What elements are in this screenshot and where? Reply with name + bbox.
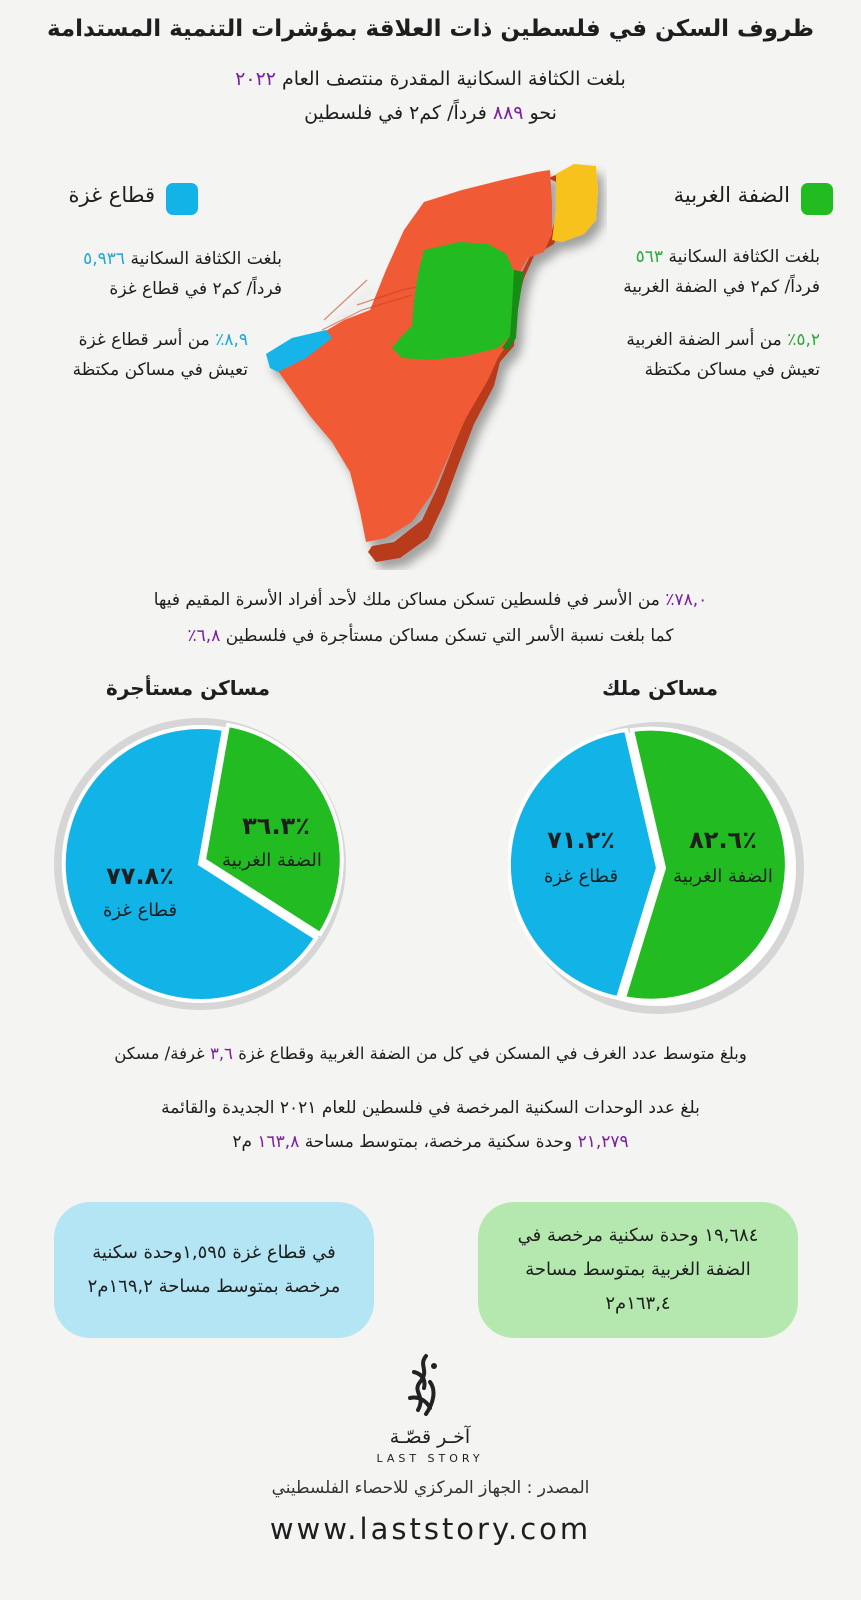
west-bank-crowded-text: من أسر الضفة الغربية — [626, 330, 782, 350]
west-bank-density-value: ٥٦٣ — [635, 247, 664, 267]
map-golan — [552, 164, 598, 242]
rooms-value: ٣,٦ — [209, 1044, 233, 1063]
ownership-value: ٧٨,٠٪ — [665, 590, 708, 610]
ownership-line-2 — [0, 626, 861, 646]
pie-rented-title: مساكن مستأجرة — [106, 676, 270, 700]
west-bank-density — [570, 242, 820, 302]
intro-year: ٢٠٢٢ — [235, 68, 276, 90]
gaza-crowded-line2: تعيش في مساكن مكتظة — [72, 360, 248, 380]
gaza-licensed-box — [54, 1202, 374, 1338]
west-bank-licensed-text: ١٩,٦٨٤ وحدة سكنية مرخصة في الضفة الغربية بمتوسط مساحة ١٦٣,٤م٢ — [517, 1225, 759, 1314]
intro-density-value: ٨٨٩ — [492, 102, 524, 124]
logo-latin: LAST STORY — [376, 1452, 484, 1465]
rooms-line — [0, 1044, 861, 1063]
pie-owned-chart — [508, 718, 808, 1018]
gaza-crowded-text: من أسر قطاع غزة — [78, 330, 210, 350]
ownership-line-1 — [0, 590, 861, 610]
west-bank-licensed-box — [478, 1202, 798, 1338]
pie-rented-chart — [52, 716, 348, 1012]
intro-line-2 — [0, 102, 861, 124]
pie-rented-label-gaza-value: ٧٧.٨٪ — [106, 862, 174, 890]
licensed-line-1: بلغ عدد الوحدات السكنية المرخصة في فلسطين للعام ٢٠٢١ الجديدة والقائمة — [161, 1098, 700, 1118]
west-bank-crowded — [570, 325, 820, 385]
gaza-legend-swatch — [166, 183, 198, 215]
pie-owned-label-west-bank-value: ٨٢.٦٪ — [689, 826, 757, 854]
website-link[interactable]: www.laststory.com — [269, 1512, 592, 1546]
pie-owned-label-west-bank: الضفة الغربية — [673, 866, 773, 887]
page-title: ظروف السكن في فلسطين ذات العلاقة بمؤشرات التنمية المستدامة — [46, 16, 815, 42]
gaza-density — [20, 244, 282, 304]
ownership-text: من الأسر في فلسطين تسكن مساكن ملك لأحد أفراد الأسرة المقيم فيها — [153, 590, 660, 610]
last-story-logo-mark — [396, 1352, 452, 1424]
pie-owned-label-gaza: قطاع غزة — [543, 866, 619, 887]
gaza-density-text: بلغت الكثافة السكانية — [130, 249, 282, 269]
pie-owned-title: مساكن ملك — [601, 676, 718, 700]
rooms-prefix: وبلغ متوسط عدد الغرف في المسكن في كل من الضفة الغربية وقطاع غزة — [238, 1044, 747, 1063]
intro-line2-prefix: نحو — [529, 102, 557, 124]
west-bank-density-text: بلغت الكثافة السكانية — [668, 247, 820, 267]
gaza-density-value: ٥,٩٣٦ — [83, 249, 126, 269]
gaza-licensed-text: في قطاع غزة ١,٥٩٥وحدة سكنية مرخصة بمتوسط مساحة ١٦٩,٢م٢ — [87, 1242, 341, 1297]
intro-line2-suffix: فرداً/ كم٢ في فلسطين — [304, 102, 487, 124]
intro-line1-text: بلغت الكثافة السكانية المقدرة منتصف العام — [282, 68, 626, 90]
logo-arabic: آخـر قصّـة — [389, 1426, 471, 1448]
pie-rented-label-gaza: قطاع غزة — [102, 900, 178, 921]
gaza-density-unit: فرداً/ كم٢ في قطاع غزة — [109, 279, 282, 299]
licensed-line-2 — [0, 1132, 861, 1152]
palestine-map — [262, 160, 607, 570]
licensed-area-unit: م٢ — [232, 1132, 252, 1152]
west-bank-legend-swatch — [801, 183, 833, 215]
intro-line-1 — [0, 68, 861, 90]
pie-rented-label-west-bank: الضفة الغربية — [222, 850, 322, 871]
rented-value: ٦,٨٪ — [187, 626, 221, 646]
gaza-crowded — [20, 325, 248, 385]
gaza-legend-label: قطاع غزة — [68, 183, 155, 207]
west-bank-crowded-value: ٥,٢٪ — [787, 330, 820, 350]
gaza-crowded-value: ٨,٩٪ — [215, 330, 248, 350]
pie-owned-label-gaza-value: ٧١.٢٪ — [547, 826, 615, 854]
source-label: المصدر : الجهاز المركزي للاحصاء الفلسطيني — [271, 1478, 590, 1498]
licensed-units-text: وحدة سكنية مرخصة، بمتوسط مساحة — [304, 1132, 573, 1152]
licensed-area-value: ١٦٣,٨ — [257, 1132, 300, 1152]
west-bank-legend-label: الضفة الغربية — [673, 183, 790, 207]
rented-text: كما بلغت نسبة الأسر التي تسكن مساكن مستأجرة في فلسطين — [225, 626, 674, 646]
licensed-units-value: ٢١,٢٧٩ — [577, 1132, 629, 1152]
rooms-suffix: غرفة/ مسكن — [114, 1044, 205, 1063]
west-bank-density-unit: فرداً/ كم٢ في الضفة الغربية — [623, 277, 820, 297]
west-bank-crowded-line2: تعيش في مساكن مكتظة — [644, 360, 820, 380]
pie-rented-label-west-bank-value: ٣٦.٣٪ — [242, 812, 310, 840]
